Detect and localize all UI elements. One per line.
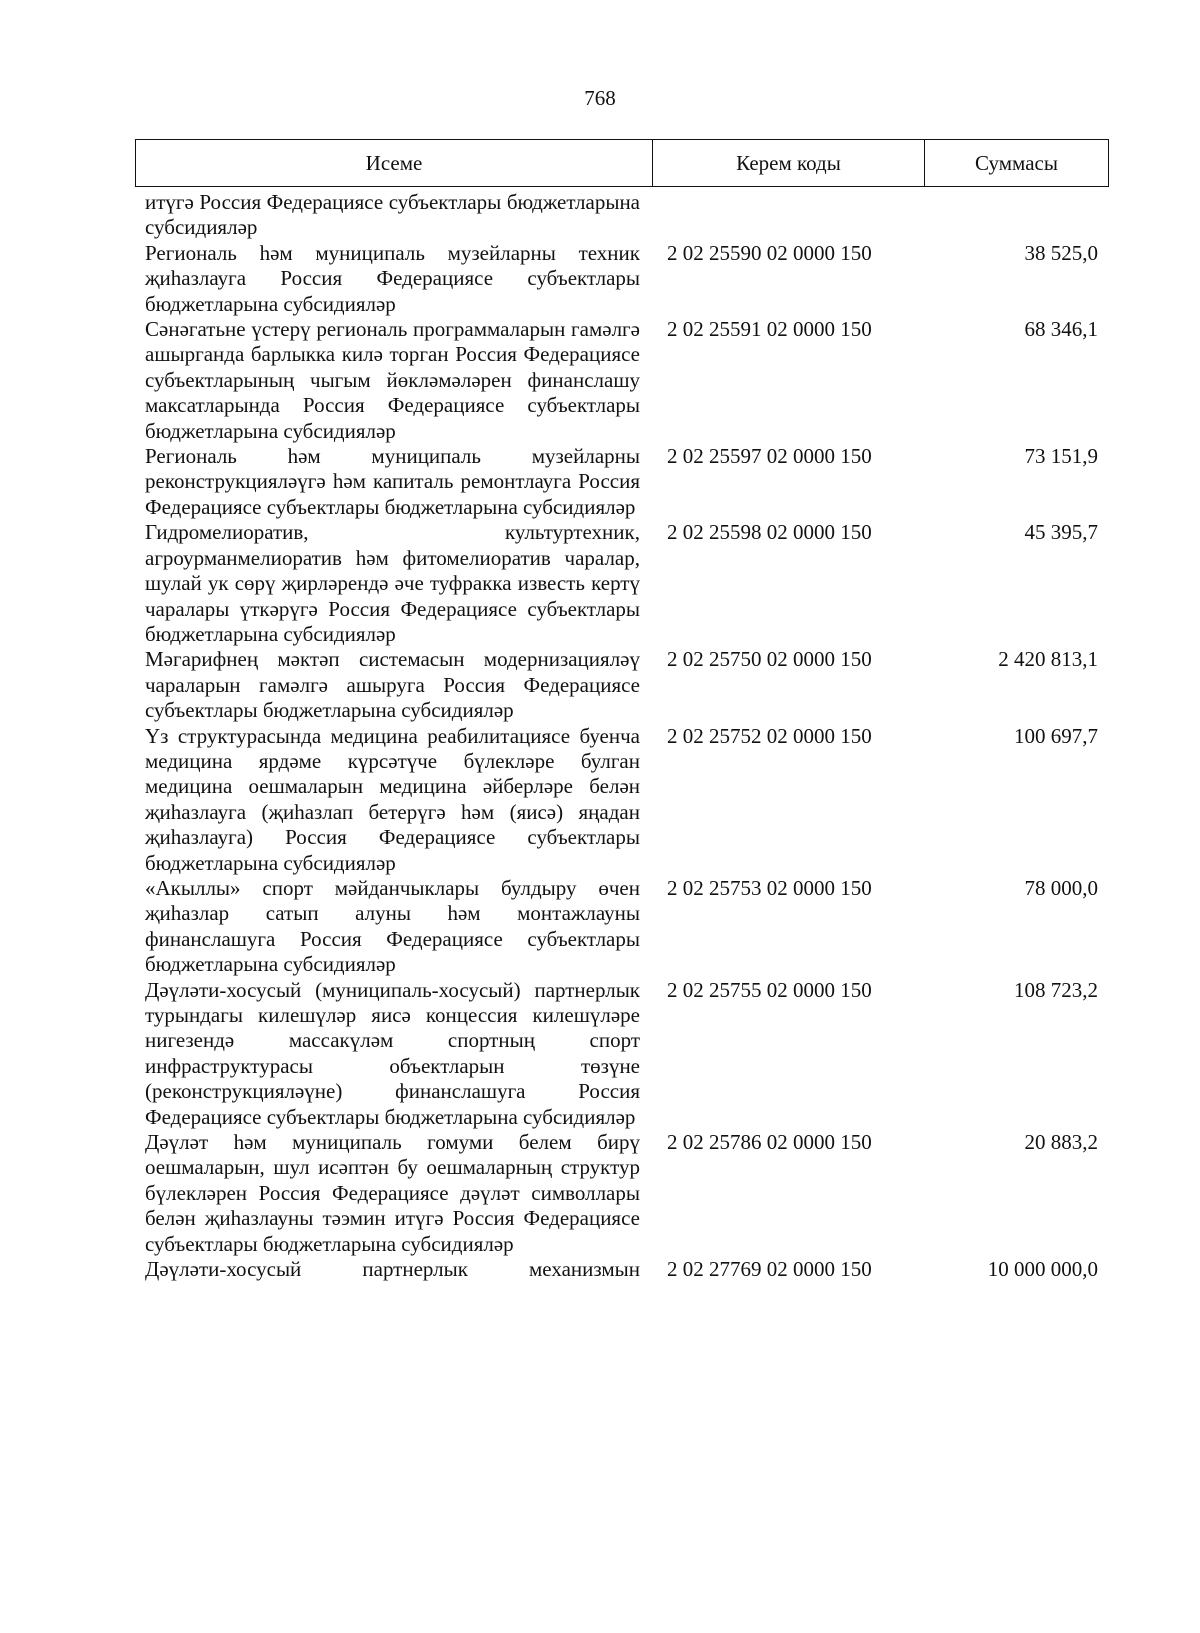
table-row	[145, 647, 1105, 723]
row-name: Региональ һәм муниципаль музейларны техник җиһазлауга Россия Федерациясе субъектлары бюджетларына субсидияләр	[145, 240, 640, 316]
column-header-name: Исеме	[136, 140, 653, 186]
row-name: Дәүләти-хосусый (муниципаль-хосусый) партнерлык турындагы килешүләр яисә концессия килешүләре нигезендә массакүләм спортның спорт инфраструктурасы объектларын төзүне (реконструкцияләүне) финанслашуга Россия Федерациясе субъектлары бюджетларына субсидияләр	[145, 977, 640, 1129]
row-code: 2 02 25753 02 0000 150	[667, 875, 872, 900]
row-sum: 100 697,7	[1014, 723, 1098, 748]
table-row	[145, 724, 1105, 876]
table-body	[145, 190, 1105, 1282]
row-name: Мәгарифнең мәктәп системасын модернизацияләү чараларын гамәлгә ашыруга Россия Федерациясе субъектлары бюджетларына субсидияләр	[145, 647, 640, 723]
table-row	[145, 317, 1105, 444]
table-row	[145, 241, 1105, 317]
row-code: 2 02 25786 02 0000 150	[667, 1130, 872, 1155]
table-row	[145, 876, 1105, 978]
row-name: итүгә Россия Федерациясе субъектлары бюджетларына субсидияләр	[145, 190, 640, 240]
row-name: «Акыллы» спорт мәйданчыклары булдыру өчен җиһазлар сатып алуны һәм монтажлауны финанслашуга Россия Федерациясе субъектлары бюджетларына субсидияләр	[145, 875, 640, 977]
row-sum: 68 346,1	[1024, 317, 1098, 342]
row-code: 2 02 25750 02 0000 150	[667, 647, 872, 672]
row-code: 2 02 25755 02 0000 150	[667, 977, 872, 1002]
column-header-sum: Суммасы	[975, 150, 1058, 175]
row-name: Дәүләти-хосусый партнерлык механизмын	[145, 1257, 640, 1282]
table-row	[145, 978, 1105, 1130]
row-sum: 73 151,9	[1024, 444, 1098, 469]
table-row	[145, 444, 1105, 520]
table-header	[135, 139, 1109, 187]
row-name: Сәнәгатьне үстерү региональ программаларын гамәлгә ашырганда барлыкка килә торган Россия Федерациясе субъектларының чыгым йөкләмәләрен финанслашу максатларында Россия Федерациясе субъектлары бюджетларына субсидияләр	[145, 317, 640, 443]
row-code: 2 02 25598 02 0000 150	[667, 520, 872, 545]
row-code: 2 02 25752 02 0000 150	[667, 723, 872, 748]
row-name: Үз структурасында медицина реабилитациясе буенча медицина ярдәме күрсәтүче бүлекләре булган медицина оешмаларын медицина әйберләре белән җиһазлауга (җиһазлап бетерүгә һәм (яисә) яңадан җиһазлауга) Россия Федерациясе субъектлары бюджетларына субсидияләр	[145, 723, 640, 875]
row-sum: 20 883,2	[1024, 1130, 1098, 1155]
row-sum: 2 420 813,1	[998, 647, 1098, 672]
row-code: 2 02 27769 02 0000 150	[667, 1257, 872, 1282]
page-number: 768	[584, 86, 616, 110]
row-name: Региональ һәм муниципаль музейларны реконструкцияләүгә һәм капиталь ремонтлауга Россия Федерациясе субъектлары бюджетларына субсидияләр	[145, 444, 640, 519]
row-sum: 38 525,0	[1024, 240, 1098, 265]
row-code: 2 02 25591 02 0000 150	[667, 317, 872, 342]
row-code: 2 02 25590 02 0000 150	[667, 240, 872, 265]
table-row	[145, 1130, 1105, 1257]
row-sum: 10 000 000,0	[987, 1257, 1098, 1282]
table-row	[145, 190, 1105, 241]
column-header-code: Керем коды	[653, 140, 925, 186]
row-sum: 108 723,2	[1014, 977, 1098, 1002]
row-sum: 78 000,0	[1024, 875, 1098, 900]
row-name: Гидромелиоратив, культуртехник, агроурманмелиоратив һәм фитомелиоратив чаралар, шулай ук сөрү җирләрендә әче туфракка известь кертү чаралары үткәрүгә Россия Федерациясе субъектлары бюджетларына субсидияләр	[145, 520, 640, 646]
row-sum: 45 395,7	[1024, 520, 1098, 545]
table-row	[145, 520, 1105, 647]
row-name: Дәүләт һәм муниципаль гомуми белем бирү оешмаларын, шул исәптән бу оешмаларның структур бүлекләрен Россия Федерациясе дәүләт символлары белән җиһазлауны тәэмин итүгә Россия Федерациясе субъектлары бюджетларына субсидияләр	[145, 1130, 640, 1256]
table-row	[145, 1257, 1105, 1282]
row-code: 2 02 25597 02 0000 150	[667, 444, 872, 469]
